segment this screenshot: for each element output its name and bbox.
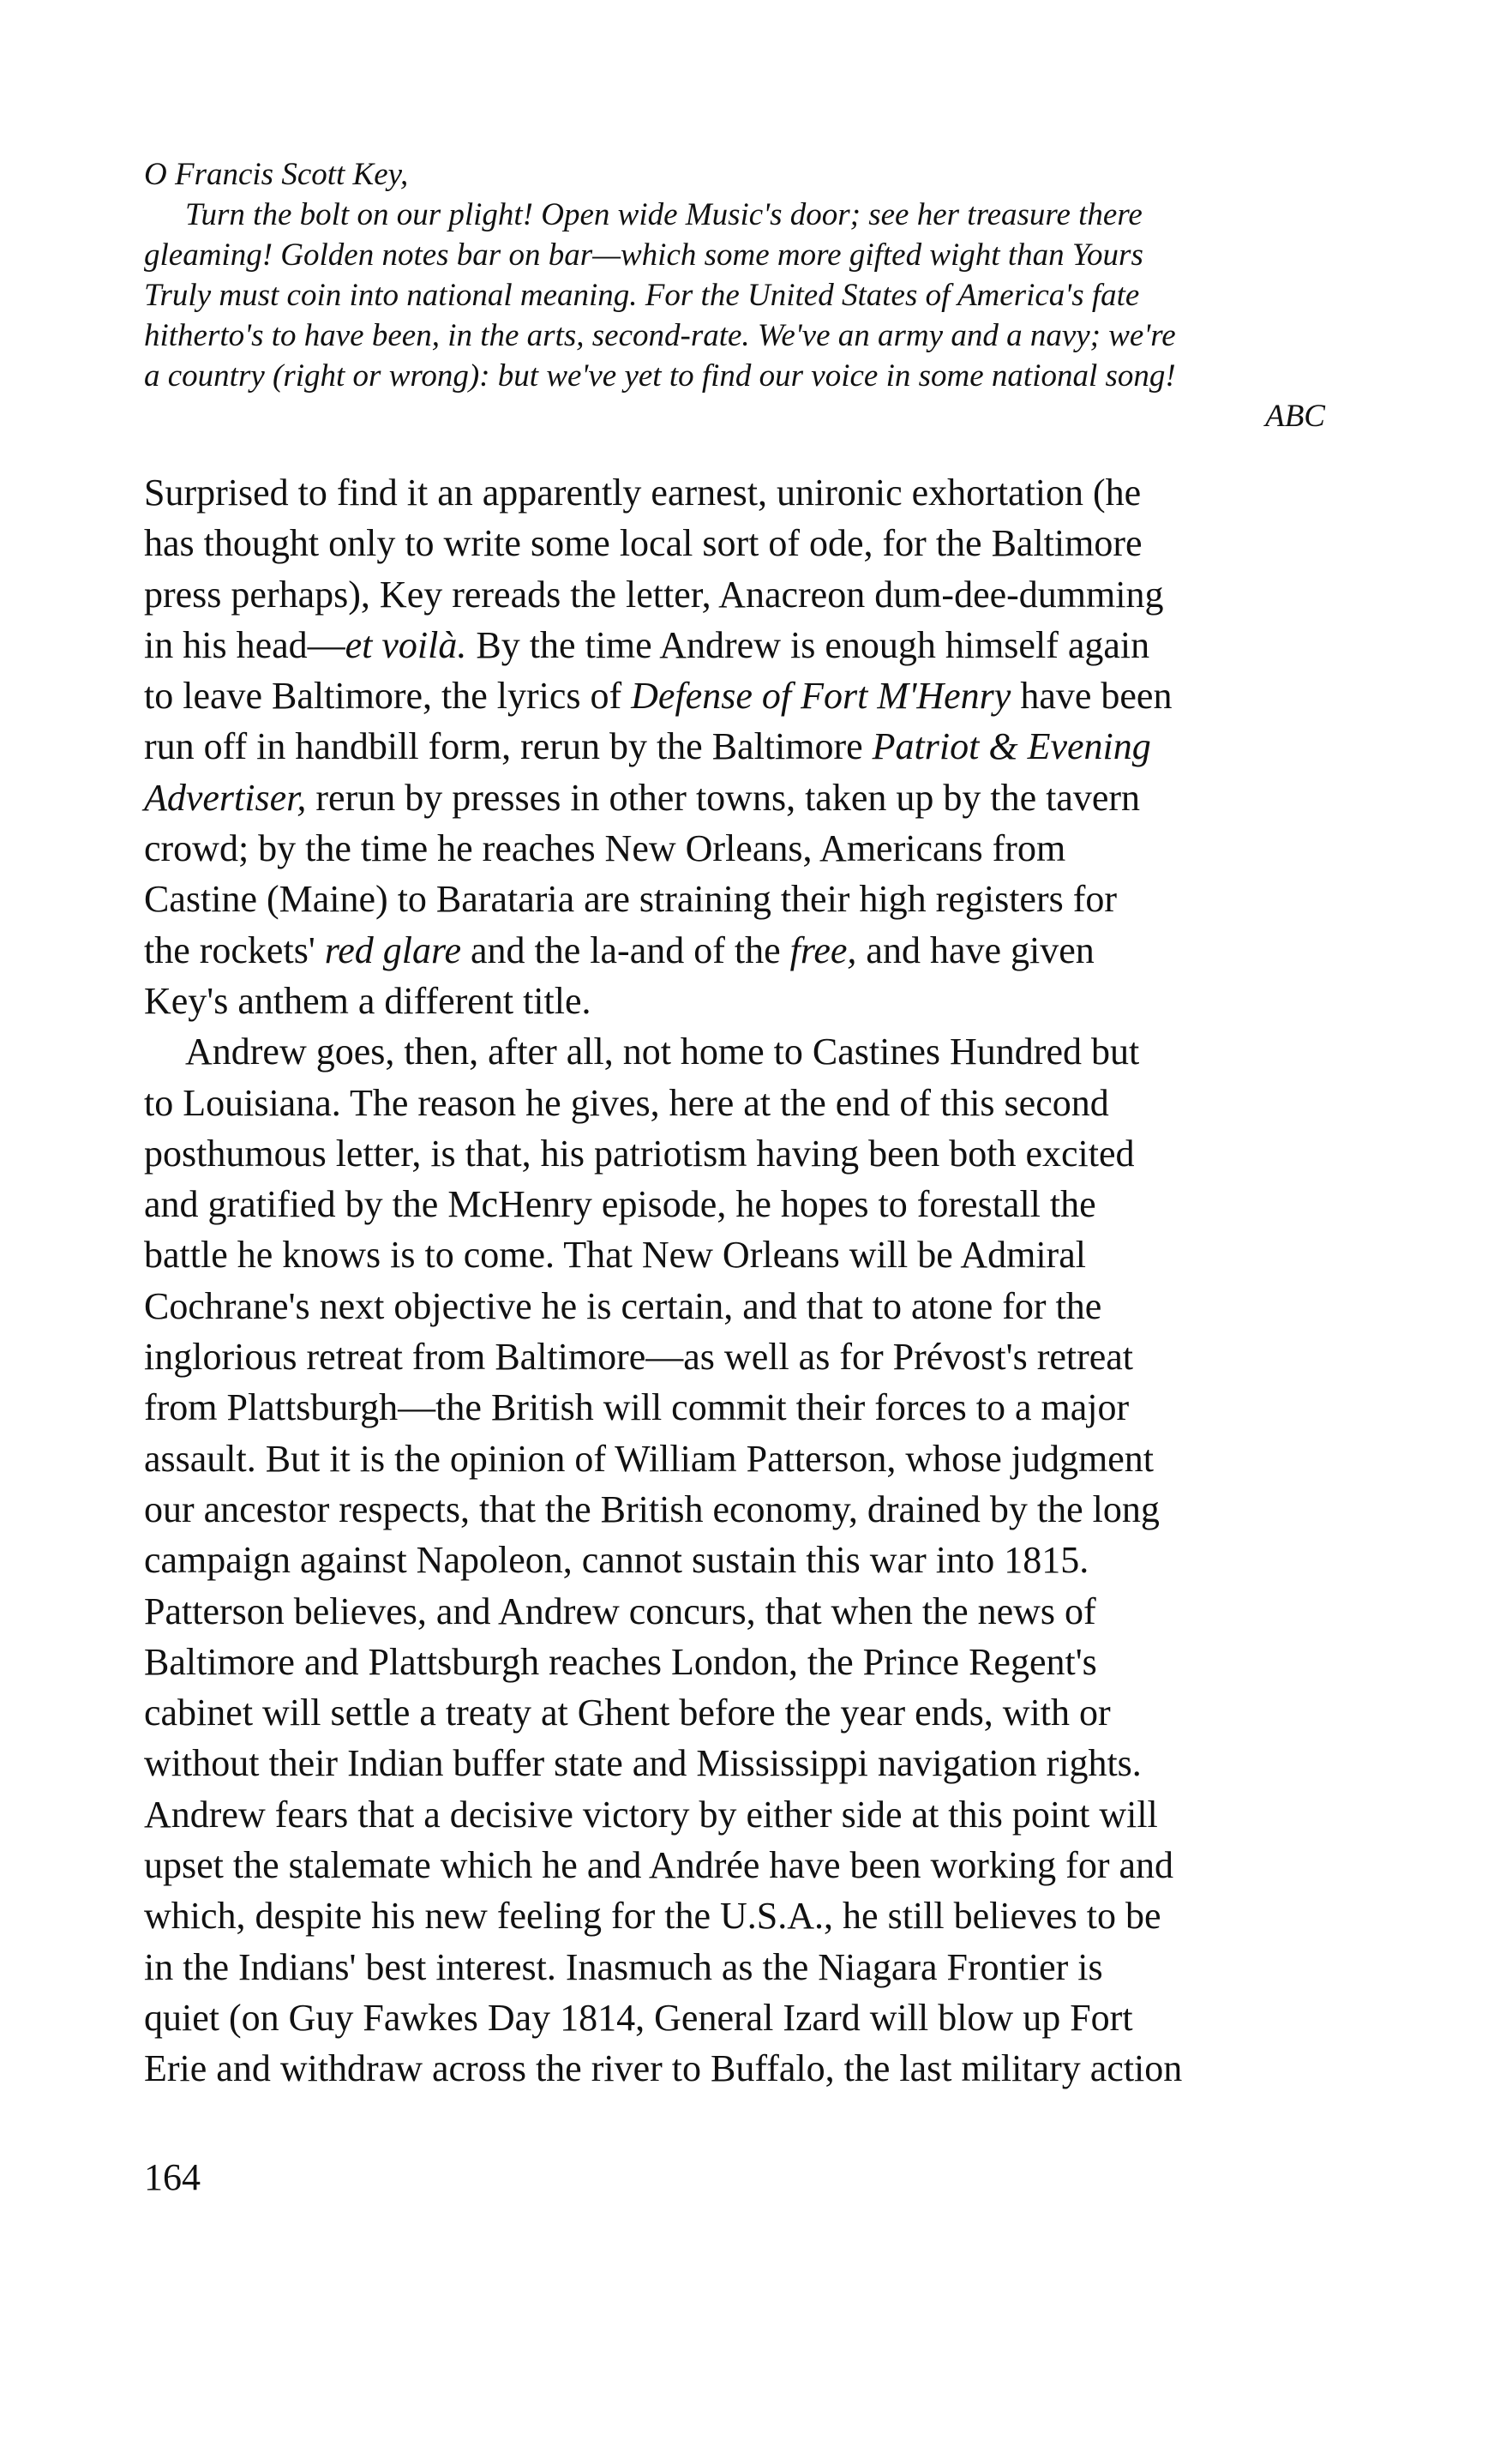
body-italic-run: Advertiser, xyxy=(144,776,307,819)
body-italic-run: et voilà. xyxy=(345,623,467,666)
body-text-run: rerun by presses in other towns, taken up by the tavern xyxy=(306,776,1141,819)
body-line: quiet (on Guy Fawkes Day 1814, General Izard will blow up Fort xyxy=(144,1996,1133,2039)
body-line: to Louisiana. The reason he gives, here at the end of this second xyxy=(144,1081,1109,1124)
body-line xyxy=(144,670,1344,721)
body-line: Cochrane's next objective he is certain, and that to atone for the xyxy=(144,1284,1102,1327)
body-line xyxy=(144,721,1344,772)
body-line: Andrew goes, then, after all, not home to Castines Hundred but xyxy=(185,1031,1140,1073)
body-line: Baltimore and Plattsburgh reaches London, the Prince Regent's xyxy=(144,1640,1097,1683)
letter-line: a country (right or wrong): but we've yet to find our voice in some national song! xyxy=(144,358,1176,394)
letter-line: hitherto's to have been, in the arts, second-rate. We've an army and a navy; we're xyxy=(144,318,1176,353)
letter-line: Truly must coin into national meaning. For the United States of America's fate xyxy=(144,278,1140,313)
epigraph-letter xyxy=(144,154,1344,436)
body-line: Key's anthem a different title. xyxy=(144,979,591,1022)
body-line xyxy=(144,772,1344,823)
body-italic-run: Defense of Fort M'Henry xyxy=(631,675,1011,718)
page-number: 164 xyxy=(144,2156,201,2198)
letter-salutation: O Francis Scott Key, xyxy=(144,157,409,192)
body-text-run: run off in handbill form, rerun by the Baltimore xyxy=(144,725,873,768)
body-line xyxy=(144,620,1344,670)
body-italic-run: Patriot & Evening xyxy=(872,725,1151,768)
body-line: crowd; by the time he reaches New Orleans, Americans from xyxy=(144,827,1066,870)
body-text-run: By the time Andrew is enough himself again xyxy=(466,623,1150,666)
body-line: has thought only to write some local sort of ode, for the Baltimore xyxy=(144,522,1143,565)
body-line: which, despite his new feeling for the U.S.A., he still believes to be xyxy=(144,1895,1161,1938)
body-line: cabinet will settle a treaty at Ghent before the year ends, with or xyxy=(144,1692,1111,1734)
letter-line: Turn the bolt on our plight! Open wide Music's door; see her treasure there xyxy=(185,197,1143,232)
body-line: posthumous letter, is that, his patriotism having been both excited xyxy=(144,1132,1135,1175)
letter-line: gleaming! Golden notes bar on bar—which some more gifted wight than Yours xyxy=(144,237,1143,273)
body-line: in the Indians' best interest. Inasmuch as the Niagara Frontier is xyxy=(144,1945,1103,1988)
body-line: Surprised to find it an apparently earnest, unironic exhortation (he xyxy=(144,472,1142,514)
body-line: inglorious retreat from Baltimore—as well as for Prévost's retreat xyxy=(144,1336,1134,1379)
body-italic-run: free, xyxy=(789,929,857,971)
body-text-run: the rockets' xyxy=(144,929,325,971)
body-line: our ancestor respects, that the British economy, drained by the long xyxy=(144,1487,1160,1530)
body-text-run: and have given xyxy=(856,929,1095,971)
body-text-run: in his head— xyxy=(144,623,345,666)
body-line: upset the stalemate which he and Andrée have been working for and xyxy=(144,1844,1174,1887)
letter-signature: ABC xyxy=(1265,399,1325,434)
body-text-run: have been xyxy=(1011,675,1173,718)
body-italic-run: red glare xyxy=(324,929,462,971)
body-line: Erie and withdraw across the river to Buffalo, the last military action xyxy=(144,2047,1183,2090)
body-line: press perhaps), Key rereads the letter, Anacreon dum-dee-dumming xyxy=(144,573,1164,616)
body-line: campaign against Napoleon, cannot sustain this war into 1815. xyxy=(144,1539,1089,1582)
body-text-run: to leave Baltimore, the lyrics of xyxy=(144,675,632,718)
body-line: from Plattsburgh—the British will commit their forces to a major xyxy=(144,1386,1130,1429)
body-line: Andrew fears that a decisive victory by either side at this point will xyxy=(144,1793,1158,1836)
body-line xyxy=(144,925,1344,976)
body-line: assault. But it is the opinion of William Patterson, whose judgment xyxy=(144,1437,1154,1480)
body-line: battle he knows is to come. That New Orleans will be Admiral xyxy=(144,1234,1086,1277)
body-line: without their Indian buffer state and Mississippi navigation rights. xyxy=(144,1742,1142,1785)
body-text-run: and the la-and of the xyxy=(461,929,790,971)
body-line: Patterson believes, and Andrew concurs, that when the news of xyxy=(144,1590,1096,1632)
body-line: and gratified by the McHenry episode, he hopes to forestall the xyxy=(144,1183,1096,1226)
body-text xyxy=(144,467,1344,2094)
body-line: Castine (Maine) to Barataria are straining their high registers for xyxy=(144,878,1118,921)
